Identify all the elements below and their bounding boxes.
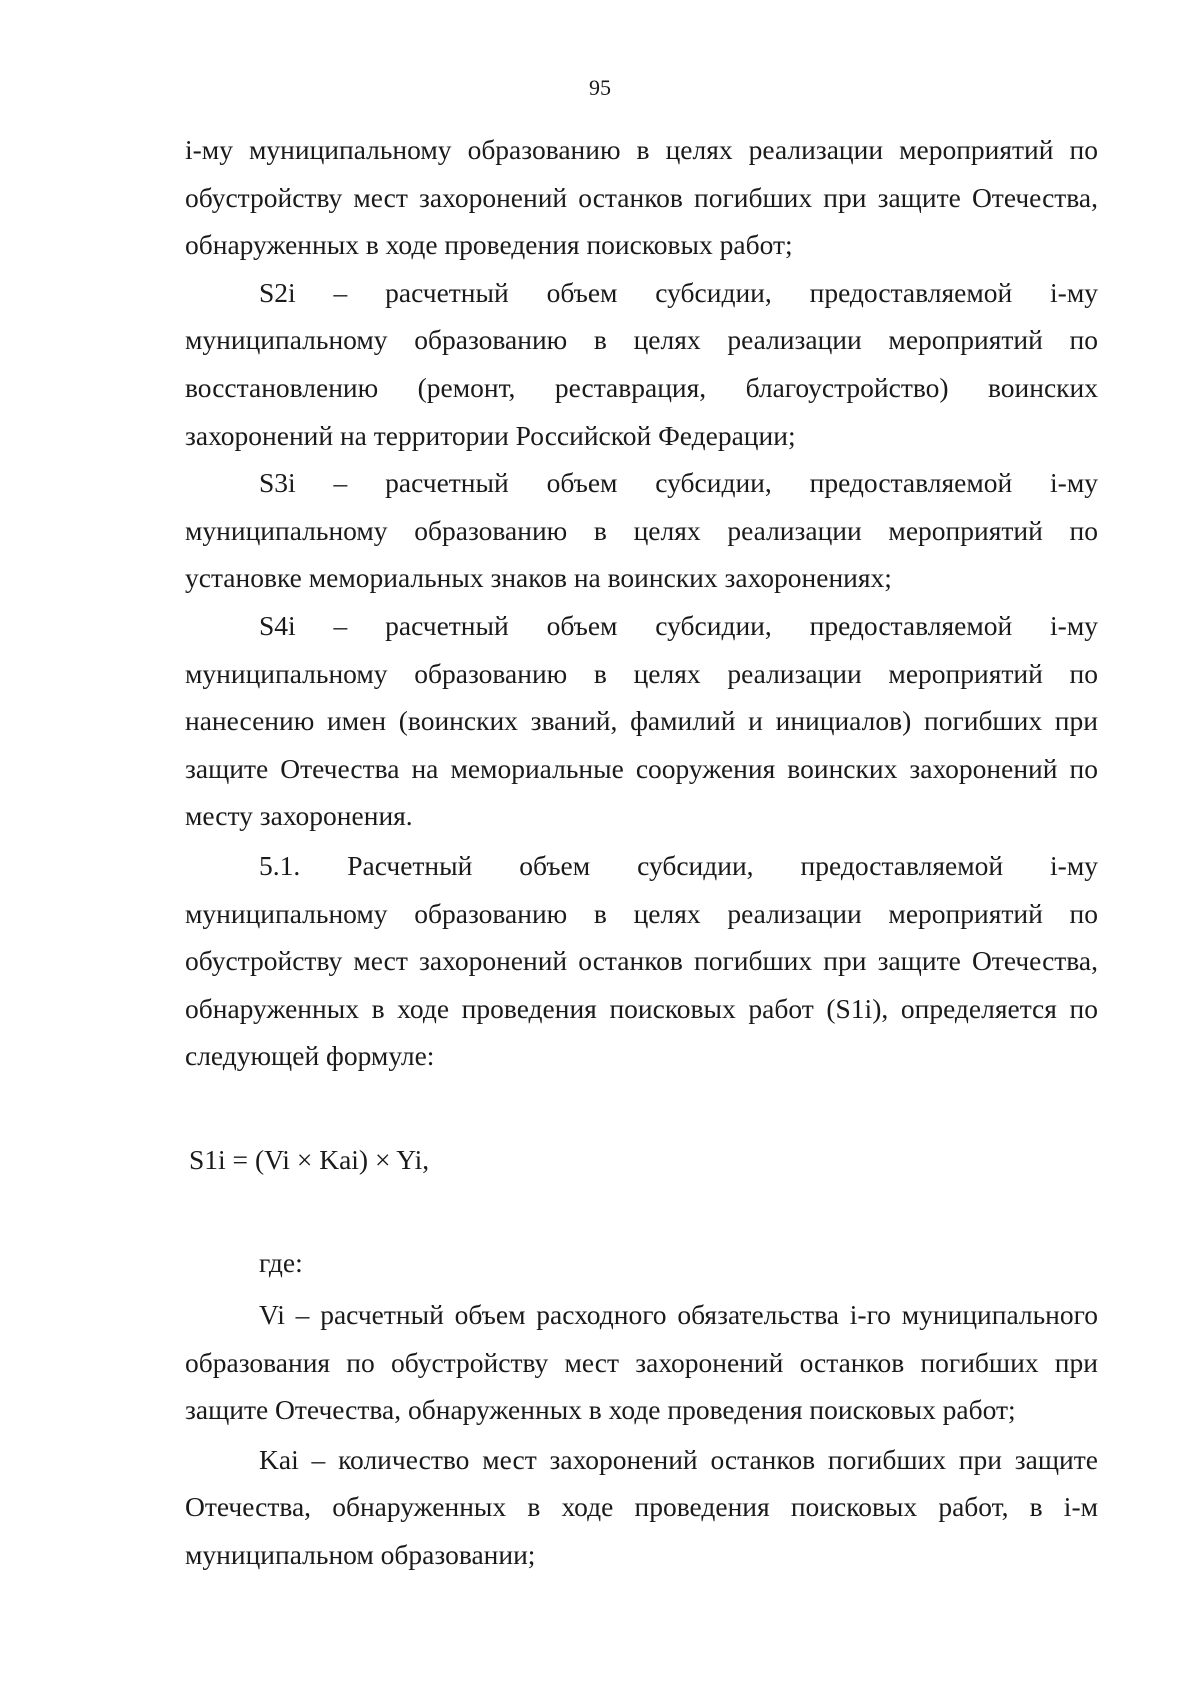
document-body — [185, 126, 1098, 1579]
paragraph-vi: Vi – расчетный объем расходного обязательства i-го муниципального образования по обустройству мест захоронений останков погибших при защите Отечества, обнаруженных в ходе проведения поисковых работ; — [185, 1299, 1098, 1426]
formula: S1i = (Vi × Kai) × Yi, — [189, 1143, 430, 1175]
paragraph-s2i: S2i – расчетный объем субсидии, предоставляемой i-му муниципальному образованию в целях реализации мероприятий по восстановлению (ремонт, реставрация, благоустройство) воинских захоронений на территории Российской Федерации; — [185, 276, 1098, 451]
paragraph-s3i: S3i – расчетный объем субсидии, предоставляемой i-му муниципальному образованию в целях реализации мероприятий по установке мемориальных знаков на воинских захоронениях; — [185, 467, 1098, 594]
paragraph-5-1: 5.1. Расчетный объем субсидии, предоставляемой i-му муниципальному образованию в целях реализации мероприятий по обустройству мест захоронений останков погибших при защите Отечества, обнаруженных в ходе проведения поисковых работ (S1i), определяется по следующей формуле: — [185, 849, 1098, 1072]
paragraph-continuation: i-му муниципальному образованию в целях реализации мероприятий по обустройству мест захоронений останков погибших при защите Отечества, обнаруженных в ходе проведения поисковых работ; — [185, 134, 1098, 261]
page-number: 95 — [589, 75, 611, 100]
where-label: где: — [259, 1247, 303, 1279]
paragraph-s4i: S4i – расчетный объем субсидии, предоставляемой i-му муниципальному образованию в целях реализации мероприятий по нанесению имен (воинских званий, фамилий и инициалов) погибших при защите Отечества на мемориальные сооружения воинских захоронений по месту захоронения. — [185, 609, 1098, 832]
paragraph-kai: Kai – количество мест захоронений останков погибших при защите Отечества, обнаруженных в ходе проведения поисковых работ, в i-м муниципальном образовании; — [185, 1443, 1098, 1571]
